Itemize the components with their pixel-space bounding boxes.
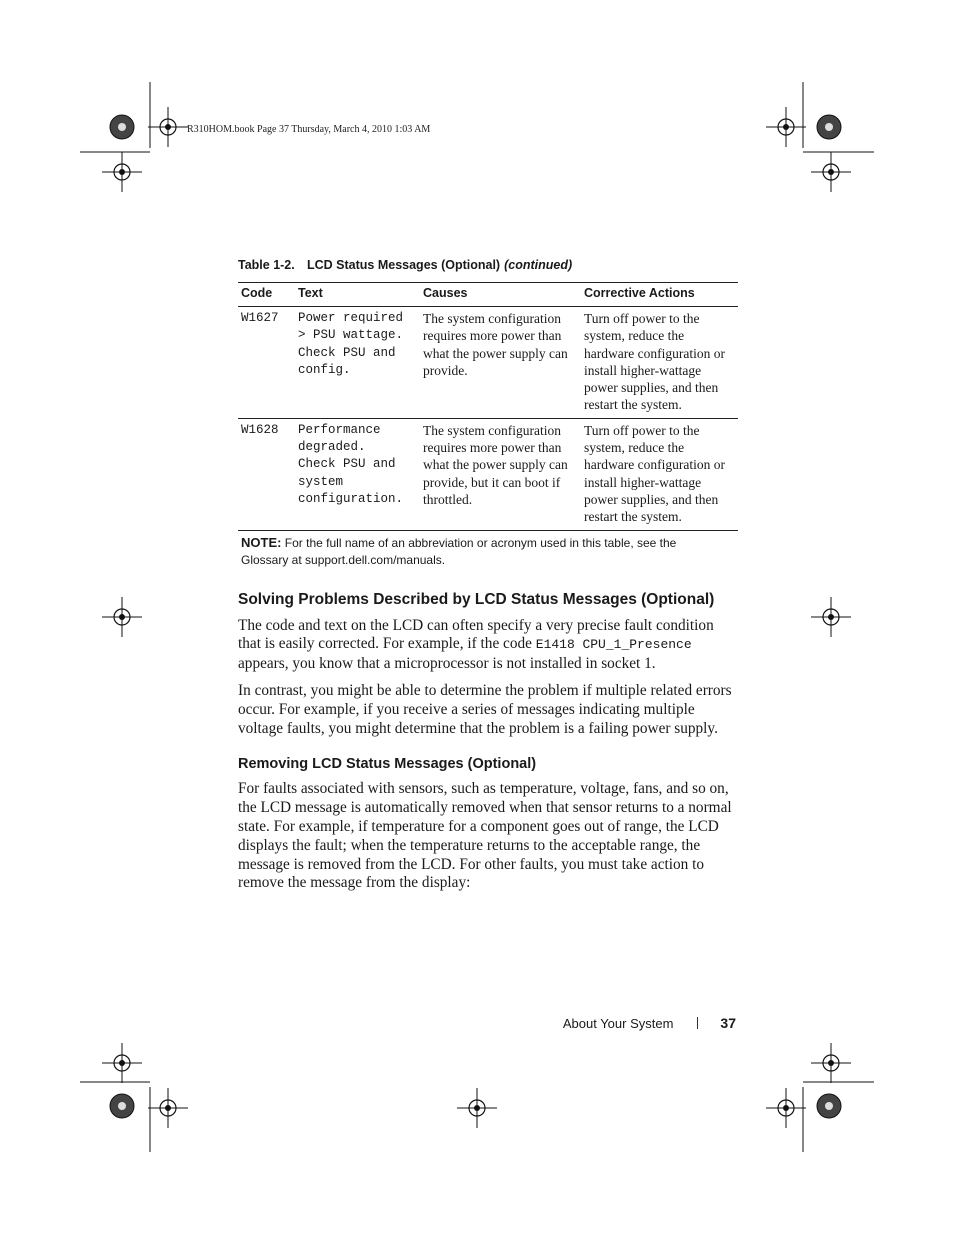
lcd-status-table	[238, 282, 738, 531]
table-caption	[238, 258, 736, 272]
table-row	[238, 418, 738, 530]
footer-divider	[697, 1017, 698, 1029]
table-header-row	[238, 283, 738, 307]
cell-causes: The system configuration requires more power than what the power supply can provide, but it can boot if throttled.	[420, 418, 581, 530]
paragraph: In contrast, you might be able to determine the problem if multiple related errors occur. For example, if you receive a series of messages indicating multiple voltage faults, you might determine that the problem is a failing power supply.	[238, 681, 732, 737]
paragraph-text: appears, you know that a microprocessor is not installed in socket 1.	[238, 655, 656, 673]
page-footer	[540, 1015, 736, 1031]
paragraph	[238, 617, 736, 674]
code-e1418: E1418	[535, 637, 575, 653]
header-text: Text	[295, 283, 420, 307]
code-cpu-presence: CPU_1_Presence	[582, 637, 692, 653]
cell-text: Power required > PSU wattage. Check PSU and config.	[295, 307, 420, 419]
cell-text: Performance degraded. Check PSU and system configuration.	[295, 418, 420, 530]
cell-actions: Turn off power to the system, reduce the hardware configuration or install higher-wattage power supplies, and then restart the system.	[581, 418, 738, 530]
table-note	[238, 531, 711, 569]
section-heading-solving: Solving Problems Described by LCD Status Messages (Optional)	[238, 590, 715, 608]
paragraph: For faults associated with sensors, such as temperature, voltage, fans, and so on, the LCD message is automatically removed when that sensor returns to a normal state. For example, if temperature for a component goes out of range, the LCD displays the fault; when the temperature returns to the acceptable range, the message is removed from the LCD. For other faults, you must take action to remove the message from the display:	[238, 780, 732, 892]
header-causes: Causes	[420, 283, 581, 307]
section-heading-removing: Removing LCD Status Messages (Optional)	[238, 756, 537, 773]
header-code: Code	[238, 283, 295, 307]
cell-actions: Turn off power to the system, reduce the hardware configuration or install higher-wattage power supplies, and then restart the system.	[581, 307, 738, 419]
header-actions: Corrective Actions	[581, 283, 738, 307]
note-link[interactable]: support.dell.com/manuals	[305, 552, 442, 567]
footer-section-title: About Your System	[562, 1015, 674, 1031]
paragraph-text: The code and text on the LCD can often specify a very precise fault condition that is easily corrected. For example, if the code	[238, 616, 714, 653]
note-label: NOTE:	[241, 534, 282, 550]
running-header: R310HOM.book Page 37 Thursday, March 4, 2010 1:03 AM	[187, 124, 431, 135]
cell-causes: The system configuration requires more power than what the power supply can provide.	[420, 307, 581, 419]
note-text: For the full name of an abbreviation or acronym used in this table, see the Glossary at	[241, 535, 677, 567]
page-number: 37	[720, 1015, 736, 1031]
page-content	[238, 258, 736, 901]
table-continued: (continued)	[504, 258, 573, 272]
note-end: .	[441, 552, 446, 567]
cell-code: W1627	[238, 307, 295, 419]
table-title: LCD Status Messages (Optional)	[307, 258, 501, 272]
table-row	[238, 307, 738, 419]
table-number: Table 1-2.	[238, 258, 295, 272]
cell-code: W1628	[238, 418, 295, 530]
